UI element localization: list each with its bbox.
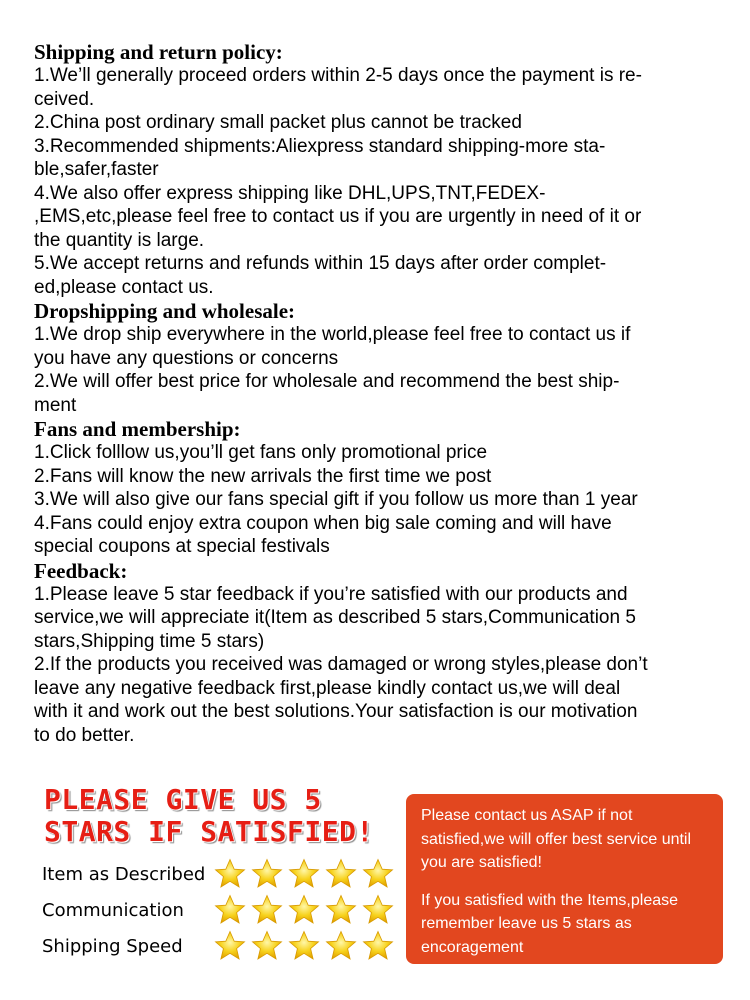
star-icon — [251, 858, 283, 890]
policy-item: 3.We will also give our fans special gift if you follow us more than 1 year — [34, 489, 638, 510]
policy-item: 4.We also offer express shipping like DHL,UPS,TNT,FEDEX- ,EMS,etc,please feel free to contact us if you are urgently in need of it or the quantity is large. — [34, 182, 642, 251]
policy-item: 1.We drop ship everywhere in the world,please feel free to contact us if you have any questions or concerns — [34, 324, 631, 369]
policy-item: 1.Click folllow us,you’ll get fans only promotional price — [34, 442, 488, 463]
ratings-list — [42, 856, 402, 964]
rating-label: Shipping Speed — [42, 935, 183, 957]
policy-text — [34, 40, 724, 747]
section-title: Feedback: — [34, 558, 128, 583]
rating-row — [42, 856, 402, 892]
notice-paragraph-1: Please contact us ASAP if not satisfied,we will offer best service until you are satisfied! — [421, 807, 692, 871]
star-icon — [325, 930, 357, 962]
star-icon — [214, 930, 246, 962]
star-icon — [251, 930, 283, 962]
star-icon — [288, 930, 320, 962]
policy-item: 3.Recommended shipments:Aliexpress standard shipping-more sta- ble,safer,faster — [34, 135, 606, 180]
star-icon — [251, 894, 283, 926]
policy-item: 2.We will offer best price for wholesale and recommend the best ship- ment — [34, 371, 620, 416]
star-icon — [362, 930, 394, 962]
policy-item: 2.China post ordinary small packet plus cannot be tracked — [34, 112, 522, 133]
contact-notice-box — [406, 794, 723, 964]
rating-label: Item as Described — [42, 863, 206, 885]
policy-item: 5.We accept returns and refunds within 15 days after order complet- ed,please contact us. — [34, 253, 607, 298]
rating-label: Communication — [42, 899, 184, 921]
banner-line-2: STARS IF SATISFIED! — [44, 815, 374, 848]
policy-item: 2.Fans will know the new arrivals the first time we post — [34, 465, 492, 487]
star-icon — [214, 894, 246, 926]
star-rating — [214, 858, 394, 890]
section-title: Fans and membership: — [34, 417, 241, 441]
rating-row — [42, 892, 402, 928]
policy-item: 4.Fans could enjoy extra coupon when big sale coming and will have special coupons at special festivals — [34, 512, 612, 557]
policy-item: 1.We’ll generally proceed orders within 2-5 days once the payment is re- ceived. — [34, 65, 642, 110]
notice-paragraph-2: If you satisfied with the Items,please remember leave us 5 stars as encoragement — [421, 891, 679, 956]
star-icon — [325, 894, 357, 926]
policy-item: 1.Please leave 5 star feedback if you’re satisfied with our products and service,we will appreciate it(Item as described 5 stars,Communication 5 stars,Shipping time 5 stars) — [34, 583, 636, 652]
star-icon — [288, 858, 320, 890]
five-star-request-banner — [44, 784, 374, 848]
star-icon — [214, 858, 246, 890]
star-icon — [288, 894, 320, 926]
star-rating — [214, 930, 394, 962]
section-title: Shipping and return policy: — [34, 40, 283, 64]
policy-item: 2.If the products you received was damaged or wrong styles,please don’t leave any negative feedback first,please kindly contact us,we will deal with it and work out the best solutions.Your satisfaction is our motivation to do better. — [34, 654, 648, 746]
star-rating — [214, 894, 394, 926]
banner-line-1: PLEASE GIVE US 5 — [44, 783, 322, 816]
star-icon — [362, 858, 394, 890]
star-icon — [362, 894, 394, 926]
section-title: Dropshipping and wholesale: — [34, 299, 296, 323]
rating-row — [42, 928, 402, 964]
star-icon — [325, 858, 357, 890]
